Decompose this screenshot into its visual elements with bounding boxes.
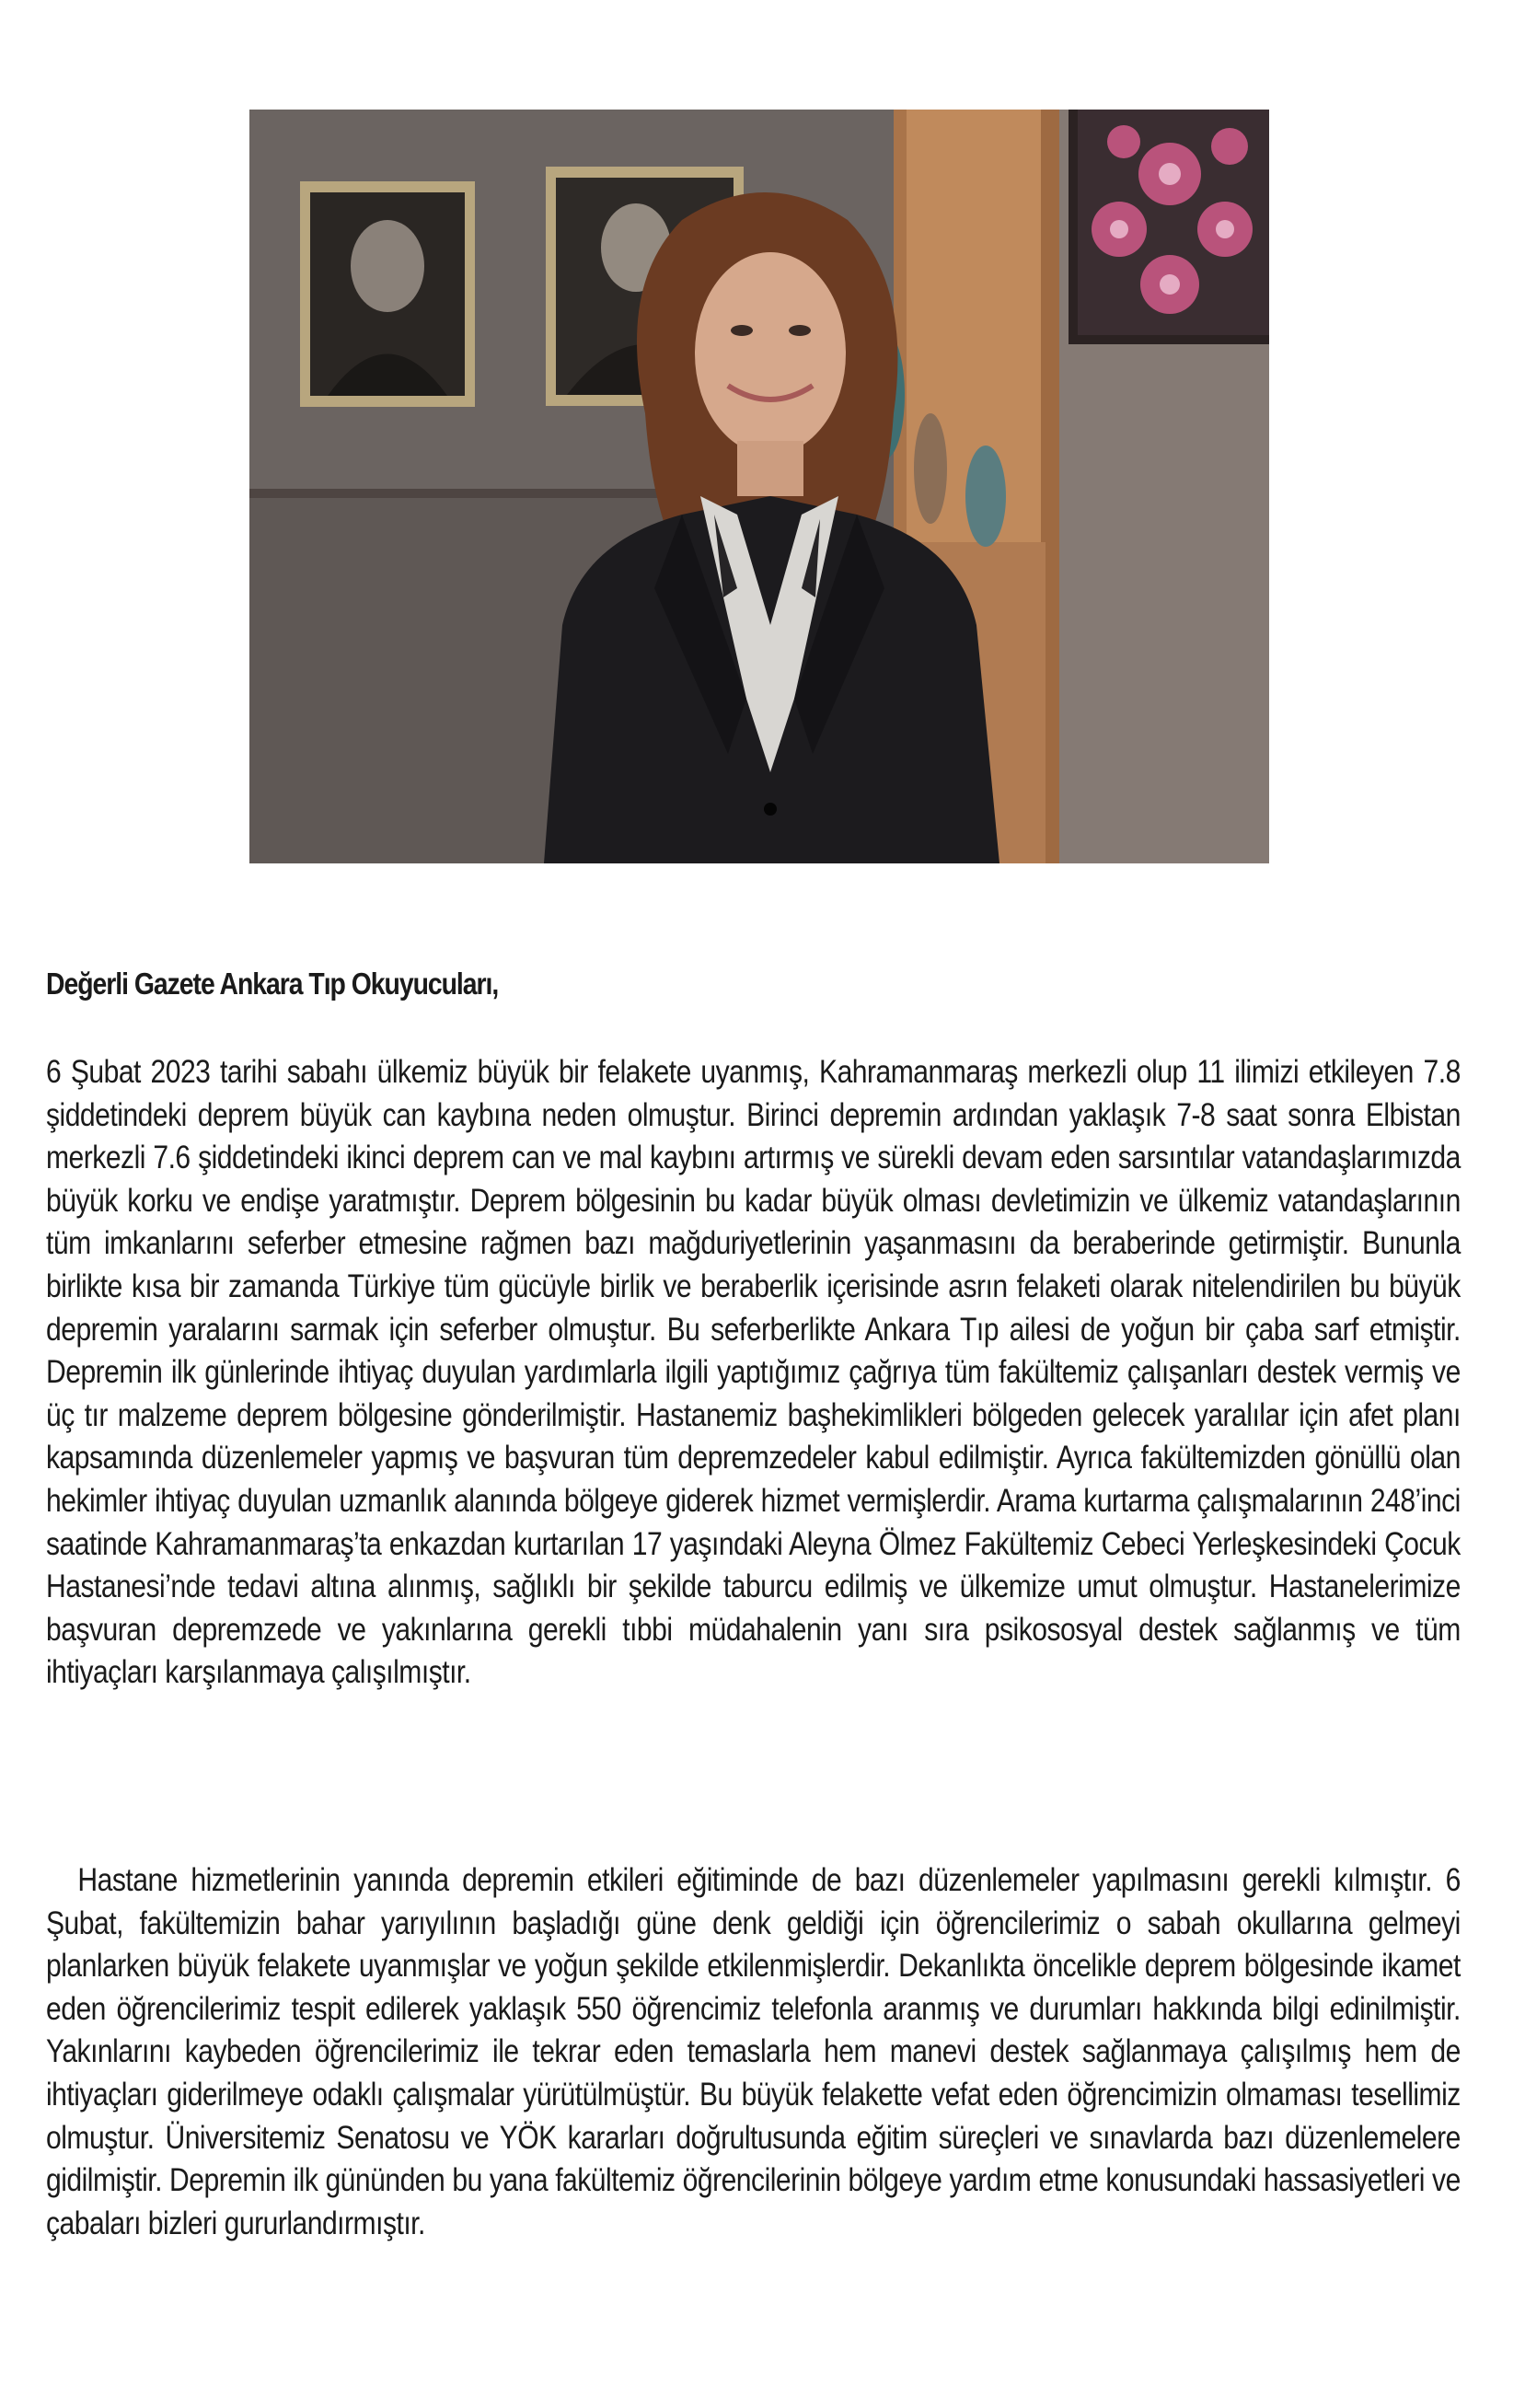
greeting-heading: Değerli Gazete Ankara Tıp Okuyucuları, [46,967,499,1001]
article-paragraph-2: Hastane hizmetlerinin yanında depremin etkileri eğitiminde de bazı düzenlemeler yapılmasını gerekli kılmıştır. 6 Şubat, fakültemizin bahar yarıyılının başladığı güne denk geldiği için öğrencilerimiz o sabah okullarına gelmeyi planlarken büyük felakete uyanmışlar ve yoğun şekilde etkilenmişlerdir. Dekanlıkta öncelikle deprem bölgesinde ikamet eden öğrencilerimiz tespit edilerek yaklaşık 550 öğrencimiz telefonla aranmış ve durumları hakkında bilgi edinilmiştir. Yakınlarını kaybeden öğrencilerimiz ile tekrar eden temaslarla hem manevi destek sağlanmaya çalışılmış hem de ihtiyaçları giderilmeye odaklı çalışmalar yürütülmüştür. Bu büyük felakette vefat eden öğrencimizin olmaması tesellimiz olmuştur. Üniversitemiz Senatosu ve YÖK kararları doğrultusunda eğitim süreçleri ve sınavlarda bazı düzenlemelere gidilmiştir. Depremin ilk gününden bu yana fakültemiz öğrencilerinin bölgeye yardım etme konusundaki hassasiyetleri ve çabaları bizleri gururlandırmıştır. [46,1862,1461,2241]
portrait-photo [249,110,1269,863]
portrait-illustration [249,110,1269,863]
editorial-article [46,967,1461,2245]
article-paragraph-1: 6 Şubat 2023 tarihi sabahı ülkemiz büyük bir felakete uyanmış, Kahramanmaraş merkezli olup 11 ilimizi etkileyen 7.8 şiddetindeki deprem büyük can kaybına neden olmuştur. Birinci depremin ardından yaklaşık 7-8 saat sonra Elbistan merkezli 7.6 şiddetindeki ikinci deprem can ve mal kaybını artırmış ve sürekli devam eden sarsıntılar vatandaşlarımızda büyük korku ve endişe yaratmıştır. Deprem bölgesinin bu kadar büyük olması devletimizin ve ülkemiz vatandaşlarının tüm imkanlarını seferber etmesine rağmen bazı mağduriyetlerinin yaşanmasını da beraberinde getirmiştir. Bununla birlikte kısa bir zamanda Türkiye tüm gücüyle birlik ve beraberlik içerisinde asrın felaketi olarak nitelendirilen bu büyük depremin yaralarını sarmak için seferber olmuştur. Bu seferberlikte Ankara Tıp ailesi de yoğun bir çaba sarf etmiştir. Depremin ilk günlerinde ihtiyaç duyulan yardımlarla ilgili yaptığımız çağrıya tüm fakültemiz çalışanları destek vermiş ve üç tır malzeme deprem bölgesine gönderilmiştir. Hastanemiz başhekimlikleri bölgeden gelecek yaralılar için afet planı kapsamında düzenlemeler yapmış ve başvuran tüm depremzedeler kabul edilmiştir. Ayrıca fakültemizden gönüllü olan hekimler ihtiyaç duyulan uzmanlık alanında bölgeye giderek hizmet vermişlerdir. Arama kurtarma çalışmalarının 248’inci saatinde Kahramanmaraş’ta enkazdan kurtarılan 17 yaşındaki Aleyna Ölmez Fakültemiz Cebeci Yerleşkesindeki Çocuk Hastanesi’nde tedavi altına alınmış, sağlıklı bir şekilde taburcu edilmiş ve ülkemize umut olmuştur. Hastanelerimize başvuran depremzede ve yakınlarına gerekli tıbbi müdahalenin yanı sıra psikososyal destek sağlanmış ve tüm ihtiyaçları karşılanmaya çalışılmıştır. [46,1054,1461,1691]
